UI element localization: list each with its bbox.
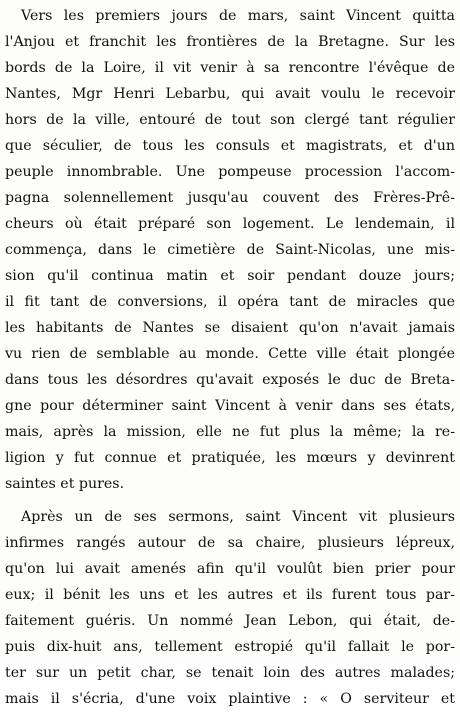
text-line: hors de la ville, entouré de tout son clergé tant régulier [5, 112, 455, 128]
text-line: qu'on lui avait amenés afin qu'il voulût bien prier pour [5, 561, 455, 577]
text-line: infirmes rangés autour de sa chaire, plusieurs lépreux, [5, 535, 455, 551]
text-line: Vers les premiers jours de mars, saint Vincent quitta [21, 8, 455, 24]
text-line: peuple innombrable. Une pompeuse procession l'accom- [5, 164, 455, 180]
body-text [5, 3, 455, 712]
text-line: cheurs où était préparé son logement. Le lendemain, il [5, 216, 455, 232]
text-line: faitement guéris. Un nommé Jean Lebon, qui était, de- [5, 613, 455, 629]
text-line: les habitants de Nantes se disaient qu'on n'avait jamais [5, 320, 455, 336]
paragraph-2 [5, 504, 455, 712]
text-line: commença, dans le cimetière de Saint-Nicolas, une mis- [5, 242, 455, 258]
text-line: gne pour déterminer saint Vincent à venir dans ses états, [5, 398, 455, 414]
text-line: mais il s'écria, d'une voix plaintive : « O serviteur et [5, 691, 455, 707]
text-line: saintes et pures. [5, 476, 125, 492]
text-line: dans tous les désordres qu'avait exposés le duc de Breta- [5, 372, 455, 388]
text-line: il fit tant de conversions, il opéra tant de miracles que [5, 294, 455, 310]
text-line: l'Anjou et franchit les frontières de la Bretagne. Sur les [5, 34, 455, 50]
text-line: ligion y fut connue et pratiquée, les mœurs y devinrent [5, 450, 455, 466]
paragraph-1 [5, 3, 455, 497]
text-line: ter sur un petit char, se tenait loin des autres malades; [5, 665, 455, 681]
text-line: pagna solennellement jusqu'au couvent des Frères-Prê- [5, 190, 455, 206]
text-line: mais, après la mission, elle ne fut plus la même; la re- [5, 424, 455, 440]
text-line: Après un de ses sermons, saint Vincent vit plusieurs [21, 509, 455, 525]
text-line: puis dix-huit ans, tellement estropié qu'il fallait le por- [5, 639, 455, 655]
text-line: bords de la Loire, il vit venir à sa rencontre l'évêque de [5, 60, 455, 76]
text-line: sion qu'il continua matin et soir pendant douze jours; [5, 268, 455, 284]
paragraph-spacer [5, 497, 455, 504]
text-line: Nantes, Mgr Henri Lebarbu, qui avait voulu le recevoir [5, 86, 455, 102]
text-line: vu rien de semblable au monde. Cette ville était plongée [5, 346, 455, 362]
text-line: que séculier, de tous les consuls et magistrats, et d'un [5, 138, 455, 154]
text-line: eux; il bénit les uns et les autres et ils furent tous par- [5, 587, 455, 603]
